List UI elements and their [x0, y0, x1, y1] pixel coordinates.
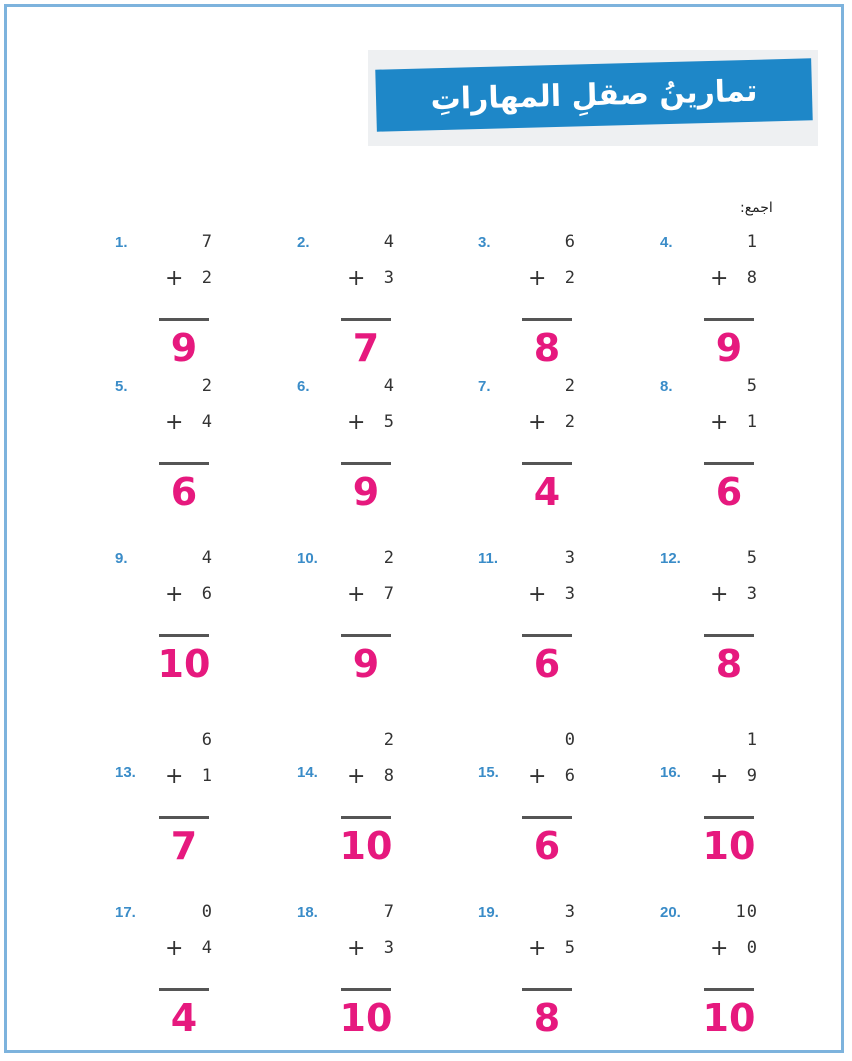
problem-10	[297, 548, 427, 698]
answer: 4	[170, 996, 198, 1040]
first-addend: 4	[201, 548, 213, 568]
plus-icon: +	[528, 936, 547, 961]
answer: 10	[702, 996, 756, 1040]
answer: 7	[352, 326, 380, 370]
first-addend: 5	[746, 376, 758, 396]
second-addend: 3	[564, 584, 576, 604]
answer: 6	[533, 642, 561, 686]
answer: 10	[339, 996, 393, 1040]
problem-14	[297, 730, 427, 880]
plus-icon: +	[710, 936, 729, 961]
second-addend: 7	[383, 584, 395, 604]
problem-number: 10.	[297, 550, 318, 567]
first-addend: 7	[201, 232, 213, 252]
second-addend: 3	[383, 268, 395, 288]
answer: 6	[170, 470, 198, 514]
problem-15	[478, 730, 608, 880]
answer: 10	[339, 824, 393, 868]
first-addend: 0	[564, 730, 576, 750]
problem-number: 4.	[660, 234, 673, 251]
answer: 6	[715, 470, 743, 514]
second-addend: 6	[564, 766, 576, 786]
plus-icon: +	[347, 764, 366, 789]
plus-icon: +	[528, 582, 547, 607]
problem-12	[660, 548, 790, 698]
problem-18	[297, 902, 427, 1052]
second-addend: 5	[383, 412, 395, 432]
plus-icon: +	[528, 266, 547, 291]
problem-number: 6.	[297, 378, 310, 395]
first-addend: 6	[564, 232, 576, 252]
problem-3	[478, 232, 608, 382]
plus-icon: +	[710, 764, 729, 789]
problem-6	[297, 376, 427, 526]
answer: 8	[533, 996, 561, 1040]
answer: 7	[170, 824, 198, 868]
problem-5	[115, 376, 245, 526]
problem-number: 18.	[297, 904, 318, 921]
sum-line	[522, 634, 572, 637]
sum-line	[522, 318, 572, 321]
first-addend: 10	[735, 902, 758, 922]
sum-line	[341, 634, 391, 637]
first-addend: 4	[383, 232, 395, 252]
sum-line	[704, 988, 754, 991]
problem-number: 19.	[478, 904, 499, 921]
page-frame	[4, 4, 844, 1053]
problem-number: 15.	[478, 764, 499, 781]
problem-number: 20.	[660, 904, 681, 921]
problem-11	[478, 548, 608, 698]
sum-line	[704, 634, 754, 637]
plus-icon: +	[165, 582, 184, 607]
second-addend: 2	[201, 268, 213, 288]
answer: 6	[533, 824, 561, 868]
first-addend: 1	[746, 730, 758, 750]
answer: 9	[352, 470, 380, 514]
problem-number: 12.	[660, 550, 681, 567]
first-addend: 1	[746, 232, 758, 252]
second-addend: 2	[564, 268, 576, 288]
answer: 10	[702, 824, 756, 868]
second-addend: 1	[201, 766, 213, 786]
sum-line	[159, 816, 209, 819]
answer: 9	[715, 326, 743, 370]
second-addend: 3	[383, 938, 395, 958]
problem-number: 14.	[297, 764, 318, 781]
sum-line	[522, 462, 572, 465]
answer: 8	[533, 326, 561, 370]
page-title: تمارينُ صقلِ المهاراتِ	[375, 58, 812, 131]
first-addend: 5	[746, 548, 758, 568]
first-addend: 3	[564, 902, 576, 922]
problem-number: 2.	[297, 234, 310, 251]
plus-icon: +	[528, 764, 547, 789]
sum-line	[704, 318, 754, 321]
plus-icon: +	[347, 410, 366, 435]
plus-icon: +	[347, 582, 366, 607]
plus-icon: +	[528, 410, 547, 435]
problem-number: 1.	[115, 234, 128, 251]
second-addend: 4	[201, 938, 213, 958]
problem-number: 13.	[115, 764, 136, 781]
second-addend: 5	[564, 938, 576, 958]
sum-line	[159, 318, 209, 321]
first-addend: 7	[383, 902, 395, 922]
problem-19	[478, 902, 608, 1052]
answer: 9	[170, 326, 198, 370]
instruction-label: اجمع:	[740, 200, 773, 216]
second-addend: 8	[383, 766, 395, 786]
sum-line	[159, 462, 209, 465]
second-addend: 1	[746, 412, 758, 432]
sum-line	[704, 462, 754, 465]
plus-icon: +	[347, 266, 366, 291]
problem-16	[660, 730, 790, 880]
sum-line	[159, 634, 209, 637]
first-addend: 4	[383, 376, 395, 396]
problem-number: 3.	[478, 234, 491, 251]
sum-line	[704, 816, 754, 819]
plus-icon: +	[710, 410, 729, 435]
problem-number: 7.	[478, 378, 491, 395]
plus-icon: +	[165, 936, 184, 961]
first-addend: 3	[564, 548, 576, 568]
first-addend: 2	[383, 548, 395, 568]
problem-number: 17.	[115, 904, 136, 921]
problem-20	[660, 902, 790, 1052]
problem-1	[115, 232, 245, 382]
answer: 4	[533, 470, 561, 514]
problem-number: 11.	[478, 550, 499, 567]
first-addend: 2	[564, 376, 576, 396]
second-addend: 9	[746, 766, 758, 786]
sum-line	[341, 462, 391, 465]
second-addend: 6	[201, 584, 213, 604]
sum-line	[522, 816, 572, 819]
problem-number: 8.	[660, 378, 673, 395]
problem-number: 9.	[115, 550, 128, 567]
second-addend: 8	[746, 268, 758, 288]
answer: 9	[352, 642, 380, 686]
second-addend: 3	[746, 584, 758, 604]
first-addend: 6	[201, 730, 213, 750]
plus-icon: +	[165, 266, 184, 291]
problem-7	[478, 376, 608, 526]
problem-13	[115, 730, 245, 880]
problem-number: 5.	[115, 378, 128, 395]
plus-icon: +	[710, 582, 729, 607]
second-addend: 0	[746, 938, 758, 958]
second-addend: 2	[564, 412, 576, 432]
problem-2	[297, 232, 427, 382]
second-addend: 4	[201, 412, 213, 432]
answer: 8	[715, 642, 743, 686]
first-addend: 0	[201, 902, 213, 922]
problem-17	[115, 902, 245, 1052]
problem-9	[115, 548, 245, 698]
first-addend: 2	[383, 730, 395, 750]
problem-8	[660, 376, 790, 526]
plus-icon: +	[165, 410, 184, 435]
sum-line	[341, 988, 391, 991]
plus-icon: +	[710, 266, 729, 291]
sum-line	[522, 988, 572, 991]
sum-line	[341, 318, 391, 321]
first-addend: 2	[201, 376, 213, 396]
answer: 10	[157, 642, 211, 686]
plus-icon: +	[347, 936, 366, 961]
plus-icon: +	[165, 764, 184, 789]
problem-number: 16.	[660, 764, 681, 781]
sum-line	[341, 816, 391, 819]
sum-line	[159, 988, 209, 991]
problem-4	[660, 232, 790, 382]
